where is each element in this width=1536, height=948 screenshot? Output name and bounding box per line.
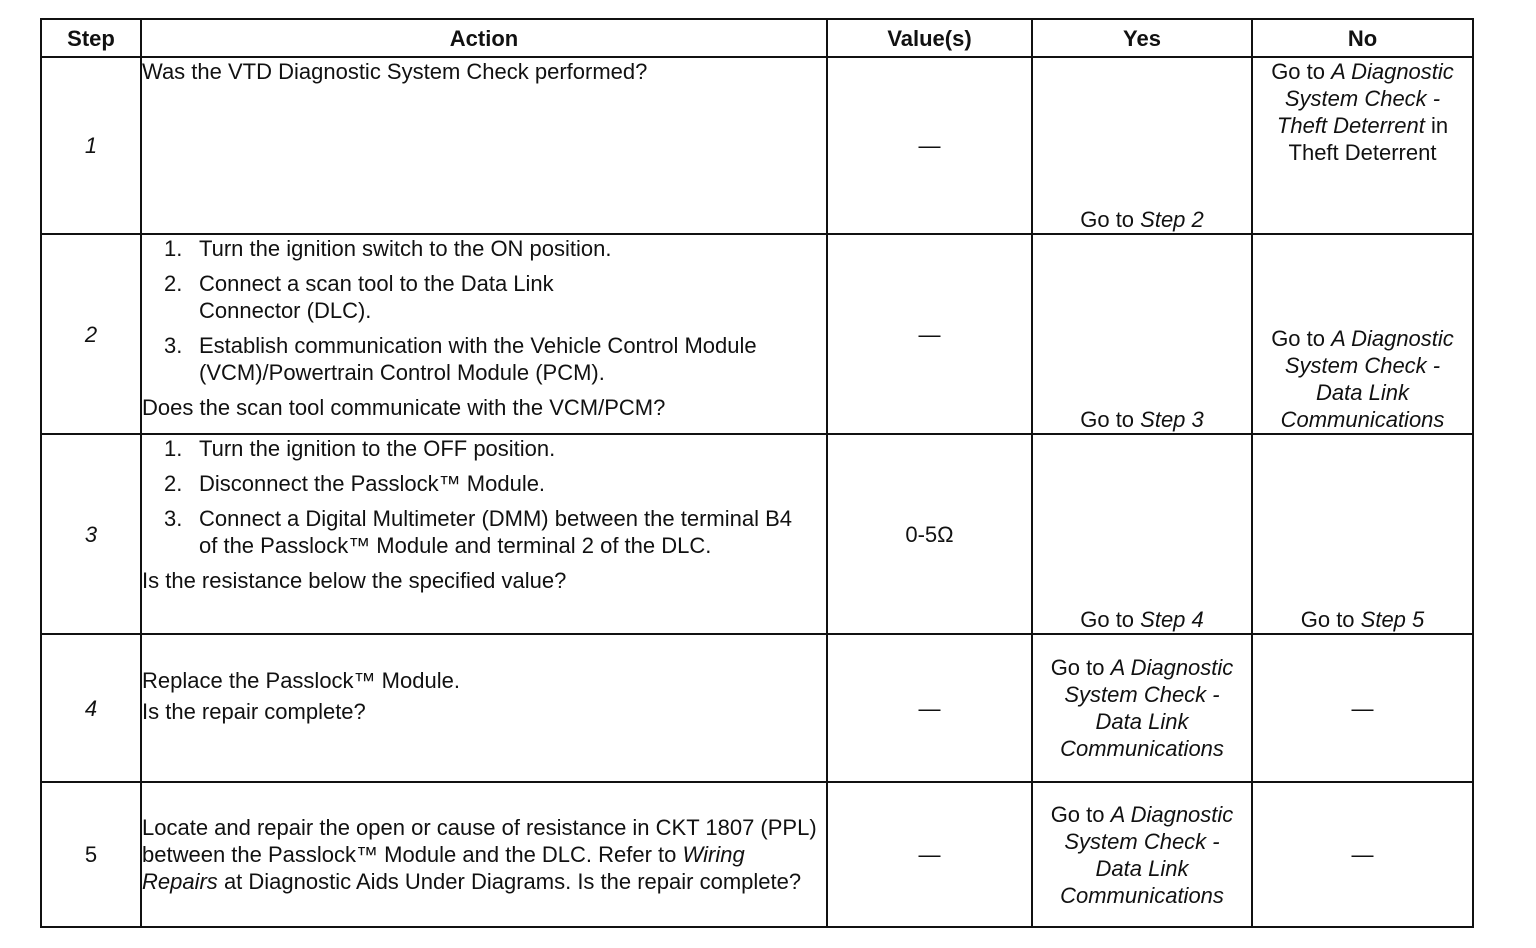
action-cell <box>141 434 827 634</box>
list-text: Disconnect the Passlock™ Module. <box>199 471 546 496</box>
action-cell <box>141 234 827 434</box>
list-text: Connect a Digital Multimeter (DMM) between the terminal B4 of the Passlock™ Module and terminal 2 of the DLC. <box>199 506 793 558</box>
list-text: Turn the ignition to the OFF position. <box>199 436 556 461</box>
step-number: 5 <box>41 782 141 927</box>
list-number: 1. <box>164 236 183 261</box>
yes-prefix: Go to <box>1050 655 1111 680</box>
action-cell <box>141 57 827 234</box>
yes-cell <box>1032 782 1252 927</box>
action-cell <box>141 782 827 927</box>
yes-prefix: Go to <box>1080 607 1141 632</box>
header-step: Step <box>41 19 141 57</box>
table-row-step-5 <box>41 782 1473 927</box>
list-text: Connect a scan tool to the Data Link Connector (DLC). <box>199 271 554 323</box>
no-link[interactable]: A Diagnostic System Check - Data Link Communications <box>1280 326 1454 432</box>
yes-link[interactable]: Step 4 <box>1140 607 1204 632</box>
list-item <box>164 470 826 497</box>
value-cell: — <box>827 634 1032 782</box>
list-item <box>164 235 826 262</box>
no-cell <box>1252 57 1473 234</box>
yes-link[interactable]: Step 3 <box>1140 407 1204 432</box>
action-text-continued: at Diagnostic Aids Under Diagrams. Is the repair complete? <box>223 869 802 894</box>
step-number: 3 <box>41 434 141 634</box>
yes-cell <box>1032 57 1252 234</box>
action-cell <box>141 634 827 782</box>
header-action: Action <box>141 19 827 57</box>
yes-link[interactable]: Step 2 <box>1140 207 1204 232</box>
action-question: Is the repair complete? <box>142 699 366 724</box>
step-number: 4 <box>41 634 141 782</box>
yes-cell <box>1032 434 1252 634</box>
yes-cell <box>1032 634 1252 782</box>
list-number: 3. <box>164 506 183 531</box>
step-number: 2 <box>41 234 141 434</box>
action-text: Locate and repair the open or cause of resistance in CKT 1807 (PPL) between the Passlock™ Module and the DLC. Refer to <box>142 815 817 867</box>
action-question: Is the resistance below the specified value? <box>142 568 567 593</box>
value-cell: 0-5Ω <box>827 434 1032 634</box>
no-cell: — <box>1252 634 1473 782</box>
no-suffix: in Theft Deterrent <box>1288 113 1449 165</box>
action-question: Does the scan tool communicate with the VCM/PCM? <box>142 395 666 420</box>
list-item <box>164 505 826 559</box>
value-cell: — <box>827 782 1032 927</box>
yes-link[interactable]: A Diagnostic System Check - Data Link Communications <box>1060 655 1234 761</box>
list-number: 2. <box>164 271 183 296</box>
no-cell <box>1252 434 1473 634</box>
no-link[interactable]: Step 5 <box>1360 607 1425 632</box>
header-row <box>41 19 1473 57</box>
no-cell: — <box>1252 782 1473 927</box>
no-prefix: Go to <box>1300 607 1361 632</box>
no-cell <box>1252 234 1473 434</box>
wiring-repairs-link[interactable]: Wiring Repairs <box>142 842 745 894</box>
table-row-step-3 <box>41 434 1473 634</box>
header-values: Value(s) <box>827 19 1032 57</box>
no-link[interactable]: A Diagnostic System Check - Theft Deterrent <box>1276 59 1454 138</box>
yes-prefix: Go to <box>1080 207 1141 232</box>
diagnostic-table <box>40 18 1474 928</box>
action-question: Was the VTD Diagnostic System Check performed? <box>142 59 648 84</box>
step-number: 1 <box>41 57 141 234</box>
no-prefix: Go to <box>1271 326 1332 351</box>
action-text: Replace the Passlock™ Module. <box>142 668 460 693</box>
list-text: Turn the ignition switch to the ON position. <box>199 236 612 261</box>
header-no: No <box>1252 19 1473 57</box>
yes-prefix: Go to <box>1080 407 1141 432</box>
list-item <box>164 332 826 386</box>
value-cell: — <box>827 234 1032 434</box>
table-row-step-4 <box>41 634 1473 782</box>
list-item <box>164 435 826 462</box>
header-yes: Yes <box>1032 19 1252 57</box>
list-number: 3. <box>164 333 183 358</box>
list-number: 1. <box>164 436 183 461</box>
list-text: Establish communication with the Vehicle Control Module (VCM)/Powertrain Control Module (PCM). <box>199 333 757 385</box>
table-row-step-2 <box>41 234 1473 434</box>
yes-link[interactable]: A Diagnostic System Check - Data Link Communications <box>1060 801 1234 908</box>
yes-cell <box>1032 234 1252 434</box>
yes-prefix: Go to <box>1050 801 1111 827</box>
table-row-step-1 <box>41 57 1473 234</box>
value-cell: — <box>827 57 1032 234</box>
list-item <box>164 270 826 324</box>
no-prefix: Go to <box>1271 59 1332 84</box>
list-number: 2. <box>164 471 183 496</box>
